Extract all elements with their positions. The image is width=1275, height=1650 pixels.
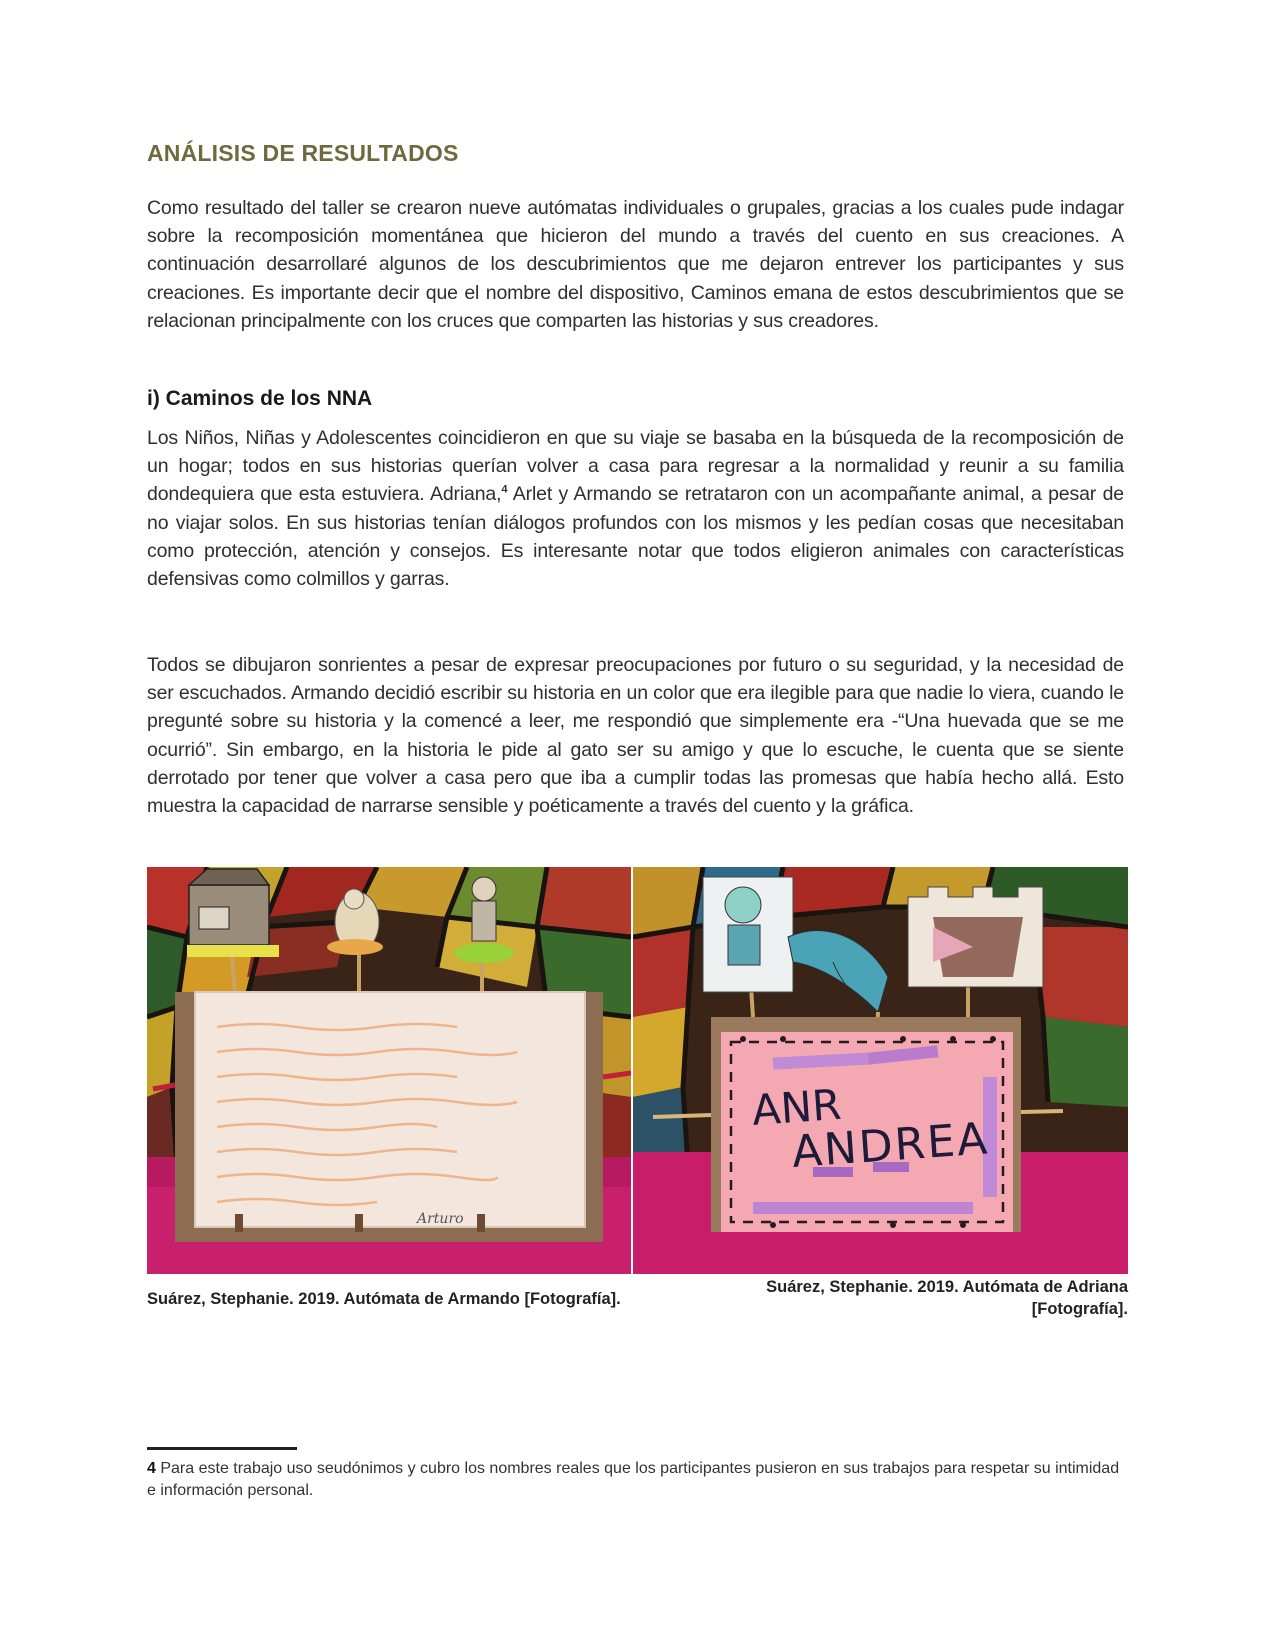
- paragraph-nna-part-1: Los Niños, Niñas y Adolescentes coincidieron en que su viaje se basaba en la búsqueda de la recomposición de un hogar; todos en sus historias querían volver a casa para regresar a la normalidad y reunir a su familia dondequiera que esta estuviera. Adriana,: [147, 427, 1124, 506]
- footnote-number: 4: [147, 1460, 156, 1477]
- box-signature: Arturo: [417, 1211, 464, 1227]
- figure-caption-adriana: [633, 1276, 1128, 1320]
- photo-adriana-automaton: [633, 867, 1128, 1274]
- paragraph-nna: [147, 424, 1124, 593]
- box-text-anr: ANR: [750, 1079, 843, 1135]
- paragraph-results: Como resultado del taller se crearon nueve autómatas individuales o grupales, gracias a los cuales pude indagar sobre la recomposición momentánea que hicieron del mundo a través del cuento en sus creaciones. A continuación desarrollaré algunos de los descubrimientos que me dejaron entrever los participantes y sus creaciones. Es importante decir que el nombre del dispositivo, Caminos emana de estos descubrimientos que se relacionan principalmente con los cruces que comparten las historias y sus creadores.: [147, 197, 1124, 332]
- footnote-divider: [147, 1447, 297, 1450]
- subsection-title: i) Caminos de los NNA: [147, 387, 373, 410]
- figure-caption-armando: Suárez, Stephanie. 2019. Autómata de Armando [Fotografía].: [147, 1290, 621, 1308]
- photo-armando-automaton: [147, 867, 631, 1274]
- footnote-text: Para este trabajo uso seudónimos y cubro los nombres reales que los participantes pusieron en sus trabajos para respetar su intimidad e información personal.: [147, 1460, 1120, 1499]
- figure-caption-adriana-line-2: [Fotografía].: [1031, 1300, 1128, 1318]
- box-text-andrea: ANDREA: [790, 1113, 991, 1178]
- footnote: [147, 1458, 1127, 1502]
- section-title: ANÁLISIS DE RESULTADOS: [147, 140, 459, 166]
- paragraph-smiling: Todos se dibujaron sonrientes a pesar de expresar preocupaciones por futuro o su seguridad, y la necesidad de ser escuchados. Armando decidió escribir su historia en un color que era ilegible para que nadie lo viera, cuando le pregunté sobre su historia y la comencé a leer, me respondió que simplemente era -“Una huevada que se me ocurrió”. Sin embargo, en la historia le pide al gato ser su amigo y que lo escuche, le cuenta que se siente derrotado por tener que volver a casa pero que iba a cumplir todas las promesas que había hecho allá. Esto muestra la capacidad de narrarse sensible y poéticamente a través del cuento y la gráfica.: [147, 654, 1124, 818]
- footnote-reference[interactable]: 4: [501, 483, 508, 496]
- figure-caption-adriana-line-1: Suárez, Stephanie. 2019. Autómata de Adriana: [766, 1278, 1128, 1296]
- paragraph-nna-part-2: Arlet y Armando se retrataron con un acompañante animal, a pesar de no viajar solos. En sus historias tenían diálogos profundos con los mismos y les pedían cosas que necesitaban como protección, atención y consejos. Es interesante notar que todos eligieron animales con características defensivas como colmillos y garras.: [147, 483, 1124, 591]
